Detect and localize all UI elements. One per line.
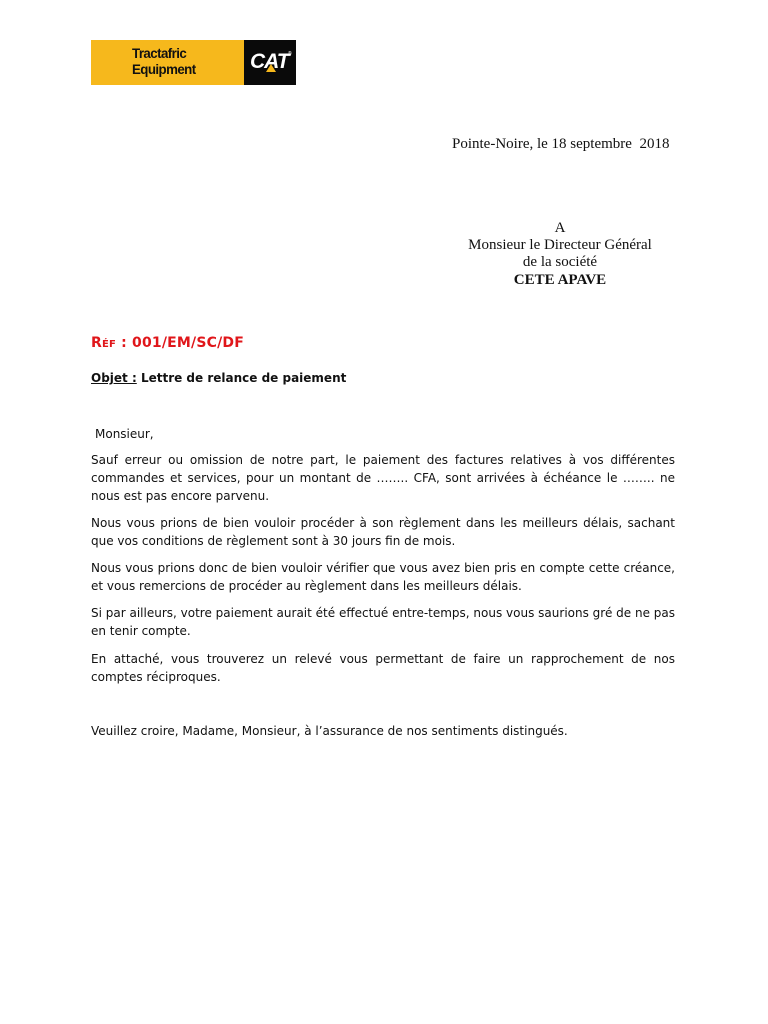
salutation: Monsieur,: [95, 427, 154, 441]
addressee-block: [460, 220, 660, 289]
cat-logo-panel: [244, 40, 296, 85]
trademark-icon: ®: [288, 51, 292, 57]
paragraph-3: Nous vous prions donc de bien vouloir vérifier que vous avez bien pris en compte cette créance, et vous remercions de procéder au règlement dans les meilleurs délais.: [91, 561, 675, 593]
subject-text: Lettre de relance de paiement: [136, 371, 347, 385]
reference-separator: :: [116, 335, 132, 351]
reference-number: 001/EM/SC/DF: [132, 335, 245, 351]
paragraph-4: Si par ailleurs, votre paiement aurait été effectué entre-temps, nous vous saurions gré de ne pas en tenir compte.: [91, 606, 675, 638]
cat-triangle-icon: [266, 64, 276, 72]
addressee-line-3: de la société: [522, 254, 598, 270]
logo-wordmark: [132, 45, 196, 77]
company-logo: [91, 40, 296, 85]
addressee-line-1: A: [554, 220, 566, 236]
paragraph-5: En attaché, vous trouverez un relevé vous permettant de faire un rapprochement de nos comptes réciproques.: [91, 652, 675, 684]
logo-line-1: Tractafric: [132, 45, 187, 61]
logo-yellow-panel: [91, 40, 244, 85]
logo-line-2: Equipment: [132, 61, 196, 77]
paragraph-1: Sauf erreur ou omission de notre part, le paiement des factures relatives à vos différentes commandes et services, pour un montant de …….. CFA, sont arrivées à échéance le …….. ne nous est pas encore parvenu.: [91, 453, 675, 503]
addressee-company: CETE APAVE: [513, 272, 607, 288]
paragraph-2: Nous vous prions de bien vouloir procéder à son règlement dans les meilleurs délais, sachant que vos conditions de règlement sont à 30 jours fin de mois.: [91, 516, 675, 548]
reference-label: Réf: [91, 335, 117, 351]
letter-date: Pointe-Noire, le 18 septembre 2018: [452, 136, 670, 152]
closing-formula: Veuillez croire, Madame, Monsieur, à l’assurance de nos sentiments distingués.: [91, 724, 568, 738]
addressee-line-2: Monsieur le Directeur Général: [468, 237, 652, 253]
subject-label: Objet :: [91, 371, 137, 385]
cat-brand-mark: CAT: [250, 50, 289, 73]
reference-line: [91, 335, 244, 351]
subject-line: [91, 371, 346, 385]
